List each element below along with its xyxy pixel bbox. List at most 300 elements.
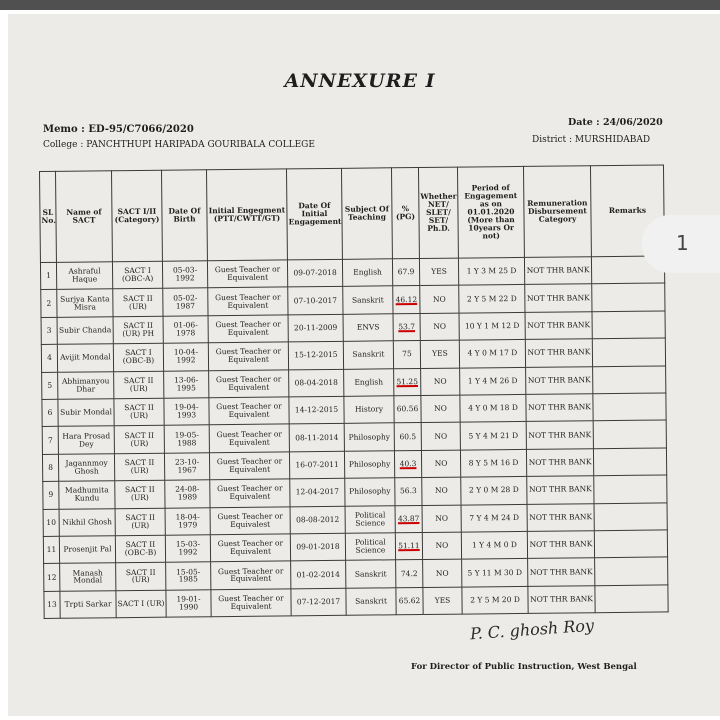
table-cell xyxy=(163,343,208,371)
column-header: Period of Engagement as on 01.01.2020 (More than 10years Or not) xyxy=(457,166,524,258)
table-cell xyxy=(207,260,287,288)
signature: P. C. ghosh Roy xyxy=(469,615,595,644)
table-cell xyxy=(344,368,394,396)
table-cell xyxy=(461,504,527,532)
cell-text: English xyxy=(353,267,382,277)
cell-text: 07-12-2017 xyxy=(296,596,341,607)
table-cell xyxy=(164,425,209,453)
cell-text: 08-11-2014 xyxy=(295,432,339,442)
table-cell xyxy=(419,258,458,286)
column-header: Name of SACT xyxy=(56,171,113,263)
column-header: % (PG) xyxy=(391,168,419,259)
cell-text: 15-03-1992 xyxy=(175,539,201,557)
cell-text: Philosophy xyxy=(348,459,391,469)
cell-text: 6 xyxy=(47,408,53,418)
cell-text: NOT THR BANK xyxy=(528,402,591,413)
cell-text: 1 Y 4 M 26 D xyxy=(467,375,518,386)
table-cell xyxy=(345,505,395,533)
table-cell xyxy=(289,396,344,424)
cell-text: Guest Teacher or Equivalent xyxy=(216,456,283,474)
table-cell xyxy=(115,535,165,563)
cell-text: 8 Y 5 M 16 D xyxy=(468,457,519,468)
cell-text: SACT II (UR) xyxy=(124,485,155,503)
top-bar xyxy=(0,0,720,10)
table-cell xyxy=(210,479,290,507)
table-cell xyxy=(290,506,345,534)
cell-text: 60.5 xyxy=(399,431,417,441)
cell-text: 10-04-1992 xyxy=(173,347,199,365)
cell-text: 5 xyxy=(47,380,53,390)
cell-text: 2 Y 0 M 28 D xyxy=(468,485,519,495)
table-cell xyxy=(593,366,666,394)
cell-text: 5 Y 4 M 21 D xyxy=(468,430,519,441)
cell-text: NOT THR BANK xyxy=(528,484,592,495)
cell-text: Philosophy xyxy=(349,486,391,497)
table-cell xyxy=(42,399,58,427)
table-cell xyxy=(395,532,422,560)
cell-text: 7 xyxy=(47,435,53,445)
cell-text: 53.7 xyxy=(398,322,416,332)
table-cell xyxy=(164,452,209,480)
page-title: ANNEXURE I xyxy=(284,70,436,92)
table-cell xyxy=(344,396,394,424)
table-cell xyxy=(44,564,60,592)
cell-text: YES xyxy=(434,595,451,605)
cell-text: Manash Mondal xyxy=(72,567,103,586)
table-cell xyxy=(163,288,208,316)
column-header: Date Of Birth xyxy=(161,170,207,261)
cell-text: Political Science xyxy=(355,537,386,555)
table-cell xyxy=(58,371,114,399)
table-cell xyxy=(210,506,290,534)
cell-text: Avijit Mondal xyxy=(60,352,111,363)
table-cell xyxy=(163,316,208,344)
cell-text: SACT II (UR) xyxy=(124,403,154,421)
table-cell xyxy=(165,507,210,535)
cell-text: Guest Teacher or Equivalent xyxy=(217,483,283,502)
cell-text: NOT THR BANK xyxy=(527,320,591,330)
cell-text: NO xyxy=(433,376,447,386)
cell-text: NOT THR BANK xyxy=(526,292,590,303)
cell-text: 12-04-2017 xyxy=(295,487,340,497)
table-cell xyxy=(592,338,665,366)
cell-text: Jagannmoy Ghosh xyxy=(65,458,108,476)
table-cell xyxy=(291,561,346,589)
cell-text: YES xyxy=(432,349,448,359)
cell-text: Ashraful Haque xyxy=(68,266,101,284)
cell-text: NO xyxy=(434,403,447,414)
column-header: SACT I/II (Category) xyxy=(112,170,163,262)
table-cell xyxy=(166,562,211,590)
cell-text: 1 Y 3 M 25 D xyxy=(466,266,517,276)
table-cell xyxy=(343,286,393,314)
table-cell xyxy=(115,480,165,508)
table-cell xyxy=(593,420,666,448)
cell-text: 15-12-2015 xyxy=(294,350,338,360)
cell-text: 67.9 xyxy=(397,267,415,277)
cell-text: Prosenjit Pal xyxy=(63,544,112,554)
table-body xyxy=(40,256,668,619)
table-cell xyxy=(113,343,163,371)
cell-text: 13-06-1995 xyxy=(174,375,199,393)
table-cell xyxy=(422,532,461,560)
table-cell xyxy=(59,536,115,564)
cell-text: 09-01-2018 xyxy=(296,542,340,552)
table-cell xyxy=(43,509,59,537)
table-cell xyxy=(289,451,344,479)
column-header: Subject Of Teaching xyxy=(341,168,392,260)
table-cell xyxy=(42,454,58,482)
cell-text: Guest Teacher or Equivalest xyxy=(217,511,283,529)
table-cell xyxy=(343,341,393,369)
cell-text: 20-11-2009 xyxy=(293,322,338,333)
table-cell xyxy=(594,502,667,530)
cell-text: 75 xyxy=(402,349,412,359)
table-header-row xyxy=(40,165,665,263)
table-cell xyxy=(288,287,343,315)
page-indicator[interactable] xyxy=(642,215,720,273)
cell-text: 65.62 xyxy=(398,595,421,606)
table-cell xyxy=(60,590,116,618)
cell-text: 18-04-1979 xyxy=(175,512,200,530)
table-cell xyxy=(421,450,460,478)
cell-text: Guest Teacher or Equivalent xyxy=(215,374,282,392)
cell-text: SACT I (UR) xyxy=(117,598,165,609)
cell-text: 2 Y 5 M 20 D xyxy=(470,594,520,605)
table-cell xyxy=(209,369,289,397)
table-cell xyxy=(116,562,166,590)
cell-text: 2 Y 5 M 22 D xyxy=(466,293,517,304)
cell-text: 4 Y 0 M 18 D xyxy=(468,403,518,413)
table-cell xyxy=(344,423,394,451)
table-cell xyxy=(208,342,288,370)
cell-text: 16-07-2011 xyxy=(295,459,339,470)
column-header: Initial Engegment (PTT/CWTT/GT) xyxy=(206,169,287,261)
cell-text: English xyxy=(354,377,384,387)
table-cell xyxy=(524,257,591,285)
cell-text: 15-05-1985 xyxy=(176,566,201,585)
table-cell xyxy=(342,259,392,287)
cell-text: Nikhil Ghosh xyxy=(62,517,112,527)
cell-text: Sanskrit xyxy=(355,596,387,606)
table-cell xyxy=(525,339,592,367)
table-cell xyxy=(421,395,460,423)
table-cell xyxy=(392,259,419,287)
cell-text: 5 Y 11 M 30 D xyxy=(467,567,522,578)
table-cell xyxy=(210,534,290,562)
cell-text: NOT THR BANK xyxy=(530,594,593,604)
table-cell xyxy=(593,448,666,476)
cell-text: NO xyxy=(434,458,448,468)
cell-text: Hara Prosad Dey xyxy=(62,430,111,449)
cell-text: 09-07-2018 xyxy=(293,268,337,278)
cell-text: 4 xyxy=(47,353,52,363)
table-cell xyxy=(58,426,114,454)
table-cell xyxy=(525,311,592,339)
table-cell xyxy=(394,368,421,396)
table-cell xyxy=(290,478,345,506)
cell-text: 23-10-1967 xyxy=(174,457,200,475)
table-cell xyxy=(58,399,114,427)
cell-text: 10 Y 1 M 12 D xyxy=(464,321,520,331)
cell-text: Abhimanyou Dhar xyxy=(61,376,110,394)
cell-text: NO xyxy=(435,540,449,551)
table-cell xyxy=(423,587,462,615)
cell-text: Guest Teacher or Equivalent xyxy=(216,401,282,420)
table-cell xyxy=(162,261,207,289)
cell-text: History xyxy=(354,404,384,414)
table-cell xyxy=(288,314,343,342)
table-cell xyxy=(594,475,667,503)
table-cell xyxy=(462,559,528,587)
cell-text: Trpti Sarkar xyxy=(64,599,112,609)
table-cell xyxy=(59,481,115,509)
table-cell xyxy=(420,340,459,368)
cell-text: NOT THR BANK xyxy=(528,457,592,467)
table-cell xyxy=(460,394,526,422)
table-cell xyxy=(40,262,56,290)
table-cell xyxy=(527,503,594,531)
college-name: College : PANCHTHUPI HARIPADA GOURIBALA COLLEGE xyxy=(43,140,315,150)
cell-text: 74.2 xyxy=(400,568,418,578)
table-cell xyxy=(595,557,668,585)
table-cell xyxy=(526,366,593,394)
cell-text: NO xyxy=(435,513,449,523)
cell-text: 08-08-2012 xyxy=(295,514,340,525)
table-cell xyxy=(287,259,342,287)
table-cell xyxy=(420,313,459,341)
cell-text: 46.12 xyxy=(395,294,418,304)
cell-text: 08-04-2018 xyxy=(294,377,338,388)
cell-text: SACT II (UR) xyxy=(123,375,154,393)
cell-text: NO xyxy=(434,431,448,441)
cell-text: Subir Mondal xyxy=(60,407,112,417)
table-cell xyxy=(460,367,526,395)
table-cell xyxy=(393,313,420,341)
cell-text: NO xyxy=(432,294,446,304)
table-cell xyxy=(209,424,289,452)
cell-text: NOT THR BANK xyxy=(529,539,593,550)
cell-text: YES xyxy=(431,266,447,277)
table-cell xyxy=(59,508,115,536)
table-cell xyxy=(58,453,114,481)
cell-text: SACT II (UR) PH xyxy=(122,320,155,339)
cell-text: Guest Teacher or Equivalent xyxy=(215,292,281,310)
cell-text: 51.11 xyxy=(398,541,420,551)
table-cell xyxy=(211,589,291,617)
table-cell xyxy=(592,283,665,311)
table-cell xyxy=(460,422,526,450)
table-cell xyxy=(527,476,594,504)
table-cell xyxy=(56,262,112,290)
table-cell xyxy=(461,477,527,505)
cell-text: 40.3 xyxy=(399,459,417,469)
table-cell xyxy=(209,397,289,425)
cell-text: 19-05-1988 xyxy=(174,429,199,448)
cell-text: 51.25 xyxy=(396,376,419,387)
cell-text: Madhumita Kundu xyxy=(64,485,109,503)
cell-text: 14-12-2015 xyxy=(294,405,339,415)
table-cell xyxy=(528,585,595,613)
table-cell xyxy=(343,314,393,342)
cell-text: 2 xyxy=(46,298,52,308)
column-header: SL No. xyxy=(40,171,57,262)
table-cell xyxy=(459,312,525,340)
cell-text: 1 xyxy=(46,271,52,281)
cell-text: SACT II (UR) xyxy=(124,430,155,448)
table-cell xyxy=(394,450,421,478)
sact-table xyxy=(39,164,669,619)
column-header: Date Of Initial Engagement xyxy=(286,168,342,260)
table-cell xyxy=(595,585,668,613)
table-cell xyxy=(41,290,57,318)
cell-text: NO xyxy=(435,568,449,578)
table-cell xyxy=(422,477,461,505)
cell-text: ENVS xyxy=(356,322,380,332)
cell-text: SACT I (OBC-B) xyxy=(122,348,155,366)
table-cell xyxy=(165,480,210,508)
table-cell xyxy=(41,317,57,345)
table-cell xyxy=(44,591,60,619)
table-cell xyxy=(288,341,343,369)
cell-text: 05-02-1987 xyxy=(173,293,198,311)
table-cell xyxy=(289,369,344,397)
table-cell xyxy=(43,481,59,509)
table-cell xyxy=(525,284,592,312)
table-cell xyxy=(42,372,58,400)
table-cell xyxy=(458,257,524,285)
table-cell xyxy=(208,315,288,343)
cell-text: NOT THR BANK xyxy=(526,265,590,276)
table-cell xyxy=(57,344,113,372)
cell-text: 05-03-1992 xyxy=(172,265,198,283)
cell-text: 56.3 xyxy=(399,486,417,496)
cell-text: SACT II (UR) xyxy=(122,293,153,311)
table-cell xyxy=(42,427,58,455)
cell-text: NOT THR BANK xyxy=(527,347,591,358)
cell-text: SACT II (UR) xyxy=(124,457,155,475)
cell-text: 60.56 xyxy=(396,404,419,414)
cell-text: NO xyxy=(433,321,447,331)
cell-text: 01-06-1978 xyxy=(173,320,198,338)
cell-text: 1 Y 4 M 0 D xyxy=(471,540,517,550)
table-cell xyxy=(526,394,593,422)
table-cell xyxy=(43,536,59,564)
table-cell xyxy=(526,421,593,449)
table-cell xyxy=(527,531,594,559)
cell-text: Guest Teacher or Equivalent xyxy=(217,538,284,557)
table-cell xyxy=(396,560,423,588)
table-cell xyxy=(594,530,667,558)
cell-text: 9 xyxy=(48,490,54,500)
cell-text: 11 xyxy=(46,544,57,555)
table-cell xyxy=(114,371,164,399)
cell-text: 10 xyxy=(46,517,56,527)
table-cell xyxy=(114,426,164,454)
cell-text: NOT THR BANK xyxy=(529,566,593,577)
cell-text: Guest Teacher or Equivalent xyxy=(217,566,284,584)
district: District : MURSHIDABAD xyxy=(532,135,651,145)
table-cell xyxy=(344,451,394,479)
table-cell xyxy=(166,589,211,617)
table-cell xyxy=(114,398,164,426)
table-cell xyxy=(421,368,460,396)
column-header: Whether NET/ SLET/ SET/ Ph.D. xyxy=(418,167,458,258)
table-cell xyxy=(396,587,423,615)
table-cell xyxy=(290,533,345,561)
table-cell xyxy=(113,289,163,317)
cell-text: 3 xyxy=(46,325,52,335)
table-cell xyxy=(345,478,395,506)
cell-text: SACT II (UR) xyxy=(125,567,156,585)
cell-text: NO xyxy=(434,486,448,496)
table-cell xyxy=(526,448,593,476)
table-cell xyxy=(460,449,526,477)
cell-text: SACT II (UR) xyxy=(125,512,155,530)
table-cell xyxy=(461,531,527,559)
table-cell xyxy=(394,423,421,451)
table-cell xyxy=(116,590,166,618)
cell-text: Guest Teacher or Equivalent xyxy=(214,264,281,283)
table-cell xyxy=(462,586,528,614)
cell-text: 19-01-1990 xyxy=(176,594,201,612)
table-cell xyxy=(165,535,210,563)
cell-text: 7 Y 4 M 24 D xyxy=(469,512,520,523)
table-cell xyxy=(345,533,395,561)
cell-text: Subir Chanda xyxy=(58,325,112,335)
cell-text: Sanskrit xyxy=(351,295,384,305)
table-cell xyxy=(394,395,421,423)
cell-text: Political Science xyxy=(354,510,386,528)
cell-text: NOT THR BANK xyxy=(529,511,593,522)
signatory-line: For Director of Public Instruction, West Bengal xyxy=(411,662,637,672)
table-cell xyxy=(346,587,396,615)
cell-text: 43.87 xyxy=(397,513,420,524)
cell-text: Guest Teacher or Equivalent xyxy=(218,593,284,611)
cell-text: Guest Teacher or Equivalent xyxy=(216,429,282,447)
table-cell xyxy=(459,340,525,368)
cell-text: 24-08-1989 xyxy=(175,484,200,502)
table-cell xyxy=(208,287,288,315)
column-header: Remuneration Disbursement Category xyxy=(523,166,591,258)
cell-text: 13 xyxy=(47,599,57,609)
table-cell xyxy=(593,393,666,421)
document-date: Date : 24/06/2020 xyxy=(568,117,663,128)
table-cell xyxy=(209,452,289,480)
table-cell xyxy=(393,341,420,369)
table-cell xyxy=(459,285,525,313)
table-cell xyxy=(115,508,165,536)
table-cell xyxy=(211,561,291,589)
cell-text: 8 xyxy=(48,462,54,472)
table-cell xyxy=(393,286,420,314)
page-number: 1 xyxy=(676,231,689,255)
table-cell xyxy=(57,317,113,345)
table-cell xyxy=(112,261,162,289)
cell-text: 4 Y 0 M 17 D xyxy=(467,348,518,358)
table-cell xyxy=(164,370,209,398)
table-cell xyxy=(60,563,116,591)
cell-text: SACT I (OBC-A) xyxy=(121,266,154,284)
table-cell xyxy=(421,422,460,450)
cell-text: Surjya Kanta Misra xyxy=(60,293,110,312)
table-cell xyxy=(395,505,422,533)
table-cell xyxy=(164,398,209,426)
cell-text: 12 xyxy=(46,572,57,582)
table-cell xyxy=(420,286,459,314)
table-cell xyxy=(57,289,113,317)
cell-text: Sanskrit xyxy=(352,349,385,360)
